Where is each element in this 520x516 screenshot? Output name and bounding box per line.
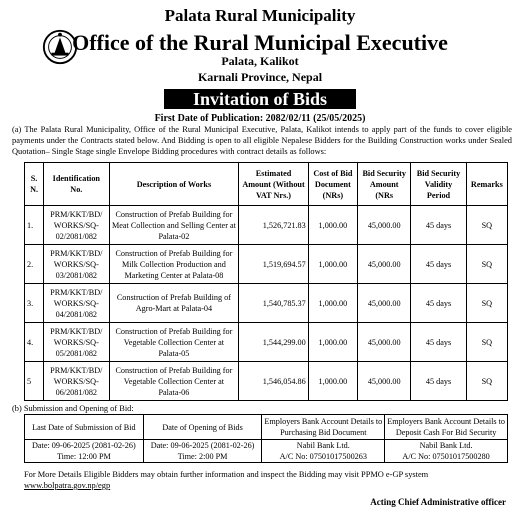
cell-identification: PRM/KKT/BD/ WORKS/SQ- 02/2081/082	[44, 206, 109, 245]
cell-cost: 1,000.00	[308, 245, 357, 284]
table-row	[25, 440, 508, 463]
submission-time: Time: 12:00 PM	[56, 452, 111, 461]
col-header-bid-security: Bid Security Amount (NRs	[358, 163, 411, 206]
col-header-estimated-amount: Estimated Amount (Without VAT Nrs.)	[239, 163, 308, 206]
bank-account: A/C No: 07501017500263	[279, 452, 367, 461]
col-header-validity: Bid Security Validity Period	[411, 163, 466, 206]
bank-name: Nabil Bank Ltd.	[419, 441, 473, 450]
table-row	[25, 284, 508, 323]
cell-identification: PRM/KKT/BD/ WORKS/SQ- 06/2081/082	[44, 362, 109, 401]
cell-sn: 1.	[25, 206, 44, 245]
cell-description: Construction of Prefab Building of Agro-Mart at Palata-04	[109, 284, 239, 323]
opening-time: Time: 2:00 PM	[177, 452, 228, 461]
cell-security: 45,000.00	[358, 206, 411, 245]
col-header-last-submission: Last Date of Submission of Bid	[25, 415, 144, 440]
egp-website-link[interactable]: www.bolpatra.gov.np/egp	[24, 481, 111, 490]
cell-cost: 1,000.00	[308, 362, 357, 401]
cell-identification: PRM/KKT/BD/ WORKS/SQ- 05/2081/082	[44, 323, 109, 362]
address-line: Palata, Kalikot	[221, 54, 299, 68]
submission-header-row	[25, 415, 508, 440]
cell-sn: 5	[25, 362, 44, 401]
cell-validity: 45 days	[411, 323, 466, 362]
table-row	[25, 323, 508, 362]
table-row	[25, 206, 508, 245]
cell-security: 45,000.00	[358, 284, 411, 323]
col-header-opening-date: Date of Opening of Bids	[143, 415, 262, 440]
bank-name: Nabil Bank Ltd.	[296, 441, 350, 450]
col-header-description: Description of Works	[109, 163, 239, 206]
cell-validity: 45 days	[411, 284, 466, 323]
notice-title-banner: Invitation of Bids	[164, 89, 356, 109]
cell-identification: PRM/KKT/BD/ WORKS/SQ- 03/2081/082	[44, 245, 109, 284]
cell-sn: 3.	[25, 284, 44, 323]
submission-date: Date: 09-06-2025 (2081-02-26)	[32, 441, 136, 450]
cell-remarks: SQ	[466, 245, 507, 284]
cell-estimate: 1,540,785.37	[239, 284, 308, 323]
cell-description: Construction of Prefab Building for Meat Collection and Selling Center at Palata-02	[109, 206, 239, 245]
municipality-name: Palata Rural Municipality	[164, 6, 356, 25]
cell-remarks: SQ	[466, 206, 507, 245]
cell-sn: 2.	[25, 245, 44, 284]
cell-security: 45,000.00	[358, 323, 411, 362]
col-header-bank-purchase: Employers Bank Account Details to Purchasing Bid Document	[262, 415, 385, 440]
cell-sn: 4.	[25, 323, 44, 362]
cell-security: 45,000.00	[358, 362, 411, 401]
more-details-text: For More Details Eligible Bidders may obtain further information and inspect the Bidding may visit PPMO e-GP system	[24, 470, 429, 479]
cell-security: 45,000.00	[358, 245, 411, 284]
cell-estimate: 1,519,694.57	[239, 245, 308, 284]
col-header-bank-security: Employers Bank Account Details to Deposit Cash For Bid Security	[385, 415, 508, 440]
more-details	[24, 469, 510, 491]
table-row	[25, 245, 508, 284]
col-header-bid-doc-cost: Cost of Bid Document (NRs)	[308, 163, 357, 206]
cell-validity: 45 days	[411, 362, 466, 401]
cell-cost: 1,000.00	[308, 284, 357, 323]
cell-remarks: SQ	[466, 362, 507, 401]
cell-description: Construction of Prefab Building for Milk Collection Production and Marketing Center at Palata-08	[109, 245, 239, 284]
bids-table-header-row	[25, 163, 508, 206]
province-line: Karnali Province, Nepal	[197, 70, 323, 84]
cell-identification: PRM/KKT/BD/ WORKS/SQ- 04/2081/082	[44, 284, 109, 323]
cell-bank-security	[385, 440, 508, 463]
bank-account: A/C No: 07501017500280	[402, 452, 490, 461]
submission-heading: (b) Submission and Opening of Bid:	[12, 404, 134, 413]
intro-paragraph: (a) The Palata Rural Municipality, Office of the Rural Municipal Executive, Palata, Kalikot intends to apply part of the funds to cover eligible payments under the Contracts stated below. And Bidding is open to all eligible Nepalese Bidders for the Building Construction works under Sealed Quotation– Single Stage single Envelope Bidding procedures with contract details as follows:	[12, 125, 512, 156]
cell-cost: 1,000.00	[308, 206, 357, 245]
submission-table	[24, 414, 508, 463]
col-header-sn: S. N.	[25, 163, 44, 206]
cell-opening-datetime	[143, 440, 262, 463]
cell-estimate: 1,544,299.00	[239, 323, 308, 362]
cell-remarks: SQ	[466, 284, 507, 323]
cell-cost: 1,000.00	[308, 323, 357, 362]
cell-bank-purchase	[262, 440, 385, 463]
office-title: Office of the Rural Municipal Executive	[72, 30, 448, 55]
cell-estimate: 1,546,054.86	[239, 362, 308, 401]
cell-remarks: SQ	[466, 323, 507, 362]
col-header-remarks: Remarks	[466, 163, 507, 206]
cell-description: Construction of Prefab Building for Vegetable Collection Center at Palata-06	[109, 362, 239, 401]
signature-line: Acting Chief Administrative officer	[370, 497, 506, 507]
table-row	[25, 362, 508, 401]
cell-description: Construction of Prefab Building for Vegetable Collection Center at Palata-05	[109, 323, 239, 362]
cell-validity: 45 days	[411, 245, 466, 284]
col-header-identification: Identification No.	[44, 163, 109, 206]
cell-estimate: 1,526,721.83	[239, 206, 308, 245]
bids-table	[24, 162, 508, 401]
cell-validity: 45 days	[411, 206, 466, 245]
cell-submission-datetime	[25, 440, 144, 463]
publication-date: First Date of Publication: 2082/02/11 (25/05/2025)	[154, 113, 366, 124]
opening-date: Date: 09-06-2025 (2081-02-26)	[150, 441, 255, 450]
